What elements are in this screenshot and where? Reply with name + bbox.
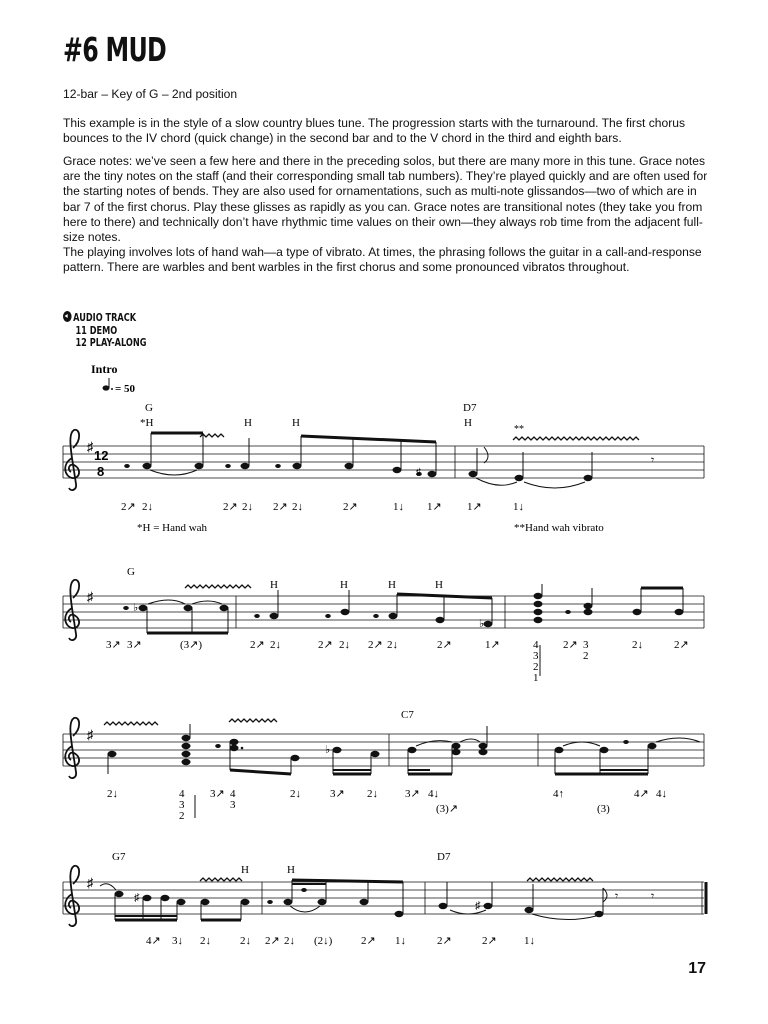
intro-paragraph: This example is in the style of a slow country blues tune. The progression starts with the turnaround. The first chorus bounces to the IV chord (quick change) in the second bar and to the V chord in the third and eighth bars. — [63, 116, 686, 146]
footnote-vibrato: **Hand wah vibrato — [514, 522, 604, 534]
svg-text:4: 4 — [179, 788, 185, 800]
svg-text:3: 3 — [230, 799, 236, 811]
accidental: ♯ — [475, 900, 481, 912]
hand-wah-mark: H — [244, 417, 252, 429]
svg-text:3: 3 — [583, 639, 589, 651]
tempo-value: = 50 — [115, 383, 136, 395]
svg-text:2↓: 2↓ — [387, 639, 398, 651]
chord-symbol: D7 — [437, 851, 451, 863]
svg-text:1↗: 1↗ — [467, 501, 482, 513]
svg-text:1↓: 1↓ — [524, 935, 535, 947]
song-title: #6 MUD — [63, 30, 167, 69]
hand-wah-mark: H — [241, 864, 249, 876]
svg-text:3↗: 3↗ — [127, 639, 142, 651]
accidental: ♭ — [325, 744, 331, 756]
hand-wah-mark: H — [292, 417, 300, 429]
system-4 — [63, 851, 706, 947]
svg-text:2↗: 2↗ — [343, 501, 358, 513]
svg-text:4↓: 4↓ — [656, 788, 667, 800]
page-number: 17 — [688, 960, 706, 977]
notes — [124, 463, 592, 481]
svg-text:3↓: 3↓ — [172, 935, 183, 947]
treble-clef — [65, 580, 79, 640]
svg-text:3↗: 3↗ — [330, 788, 345, 800]
svg-text:2↓: 2↓ — [284, 935, 295, 947]
rest: 𝄾 — [615, 889, 619, 903]
hand-wah-mark: *H — [140, 417, 154, 429]
svg-text:2↗: 2↗ — [437, 639, 452, 651]
svg-text:4↗: 4↗ — [146, 935, 161, 947]
accidental: ♭ — [133, 602, 139, 614]
svg-text:(3): (3) — [597, 803, 610, 815]
svg-text:(2↓): (2↓) — [314, 935, 333, 947]
vibrato-mark — [527, 878, 593, 881]
key-sharp: ♯ — [87, 589, 94, 604]
svg-text:1: 1 — [533, 672, 539, 684]
treble-clef — [65, 430, 79, 490]
hand-wah-mark: H — [270, 579, 278, 591]
accidental: ♯ — [134, 892, 140, 904]
warble-mark — [200, 878, 242, 881]
svg-text:2↓: 2↓ — [242, 501, 253, 513]
grace-notes-paragraph: Grace notes: we’ve seen a few here and there in the preceding solos, but there are many more in this tune. Grace notes are the tiny notes on the staff (and their corresponding small tab numbers). They’re played quickly and are often used for the starting notes of bends. They are also used for ornamentations, such as multi-note glissandos—two of which are in bar 7 of the first chorus. Play these glisses as rapidly as you can. Grace notes are transitional notes (they take you from here to there) and technically don’t have rhythmic time values on their own—they always rob time from the adjacent full-size notes. — [63, 154, 708, 245]
svg-text:2↓: 2↓ — [339, 639, 350, 651]
notes — [115, 888, 604, 917]
key-subtitle: 12-bar – Key of G – 2nd position — [63, 87, 238, 101]
tab-row — [121, 501, 524, 513]
accidental: ♯ — [416, 467, 421, 478]
time-sig-top: 12 — [94, 448, 109, 463]
time-sig-bottom: 8 — [97, 464, 105, 479]
svg-text:3↗: 3↗ — [210, 788, 225, 800]
svg-text:2: 2 — [583, 650, 589, 662]
intro-label: Intro — [91, 362, 118, 376]
accidental: ♭ — [479, 618, 485, 630]
svg-text:2↗: 2↗ — [250, 639, 265, 651]
key-sharp: ♯ — [87, 875, 94, 890]
svg-text:2↓: 2↓ — [292, 501, 303, 513]
warble-mark — [229, 719, 277, 722]
tab-row — [107, 788, 667, 822]
chord-symbol: G7 — [112, 851, 126, 863]
svg-text:2↗: 2↗ — [265, 935, 280, 947]
audio-track-label: AUDIO TRACK — [73, 312, 137, 324]
svg-text:3↗: 3↗ — [405, 788, 420, 800]
tab-row — [146, 935, 535, 947]
svg-text:1↗: 1↗ — [485, 639, 500, 651]
tempo-note — [103, 385, 110, 390]
chord-symbol: D7 — [463, 402, 477, 414]
key-sharp: ♯ — [87, 727, 94, 742]
rest: 𝄾 — [651, 453, 655, 467]
chord-symbol: G — [127, 566, 135, 578]
svg-text:2↗: 2↗ — [437, 935, 452, 947]
svg-text:2↗: 2↗ — [482, 935, 497, 947]
svg-text:4: 4 — [230, 788, 236, 800]
system-2 — [63, 566, 704, 684]
system-1 — [63, 402, 704, 534]
footnote-hand-wah: *H = Hand wah — [137, 522, 208, 534]
svg-text:2↓: 2↓ — [632, 639, 643, 651]
svg-text:(3)↗: (3)↗ — [436, 803, 459, 815]
hand-wah-mark: H — [340, 579, 348, 591]
chord-symbol: G — [145, 402, 153, 414]
svg-text:1↓: 1↓ — [395, 935, 406, 947]
svg-text:2↗: 2↗ — [563, 639, 578, 651]
svg-text:1↓: 1↓ — [393, 501, 404, 513]
hand-wah-mark: H — [388, 579, 396, 591]
svg-text:2↗: 2↗ — [273, 501, 288, 513]
svg-text:2: 2 — [533, 661, 539, 673]
svg-text:3: 3 — [533, 650, 539, 662]
audio-demo: 11 DEMO — [75, 324, 118, 337]
svg-text:2↓: 2↓ — [290, 788, 301, 800]
svg-text:4: 4 — [533, 639, 539, 651]
system-3 — [63, 709, 704, 822]
svg-text:2: 2 — [179, 810, 185, 822]
audio-playalong: 12 PLAY-ALONG — [75, 337, 147, 349]
svg-text:3: 3 — [179, 799, 185, 811]
svg-text:2↗: 2↗ — [121, 501, 136, 513]
hand-wah-mark: H — [287, 864, 295, 876]
hand-wah-paragraph: The playing involves lots of hand wah—a type of vibrato. At times, the phrasing follows the guitar in a call-and-response pattern. There are warbles and bent warbles in the first chorus and some pronounced vibratos throughout. — [63, 245, 702, 275]
warble-mark — [200, 434, 224, 437]
svg-text:2↗: 2↗ — [368, 639, 383, 651]
notes — [123, 593, 683, 627]
svg-text:2↓: 2↓ — [367, 788, 378, 800]
treble-clef — [65, 718, 79, 778]
svg-text:2↗: 2↗ — [674, 639, 689, 651]
key-sharp: ♯ — [87, 439, 94, 454]
hand-wah-mark: H — [464, 417, 472, 429]
svg-text:2↓: 2↓ — [107, 788, 118, 800]
vibrato-mark — [513, 437, 639, 440]
svg-text:(3↗): (3↗) — [180, 639, 203, 651]
svg-text:1↗: 1↗ — [427, 501, 442, 513]
svg-text:4↗: 4↗ — [634, 788, 649, 800]
svg-text:2↓: 2↓ — [270, 639, 281, 651]
chord-symbol: C7 — [401, 709, 414, 721]
svg-text:1↓: 1↓ — [513, 501, 524, 513]
rest: 𝄾 — [651, 889, 655, 903]
svg-text:2↓: 2↓ — [200, 935, 211, 947]
hand-wah-vibrato-mark: ** — [514, 424, 524, 435]
svg-text:4↓: 4↓ — [428, 788, 439, 800]
tab-row — [106, 639, 689, 684]
svg-text:3↗: 3↗ — [106, 639, 121, 651]
svg-text:2↗: 2↗ — [223, 501, 238, 513]
svg-text:4↑: 4↑ — [553, 788, 564, 800]
svg-text:2↓: 2↓ — [142, 501, 153, 513]
svg-text:2↗: 2↗ — [318, 639, 333, 651]
svg-text:2↓: 2↓ — [240, 935, 251, 947]
treble-clef — [65, 866, 79, 926]
hand-wah-mark: H — [435, 579, 443, 591]
warble-mark — [185, 585, 251, 588]
warble-mark — [104, 722, 158, 725]
svg-text:2↗: 2↗ — [361, 935, 376, 947]
